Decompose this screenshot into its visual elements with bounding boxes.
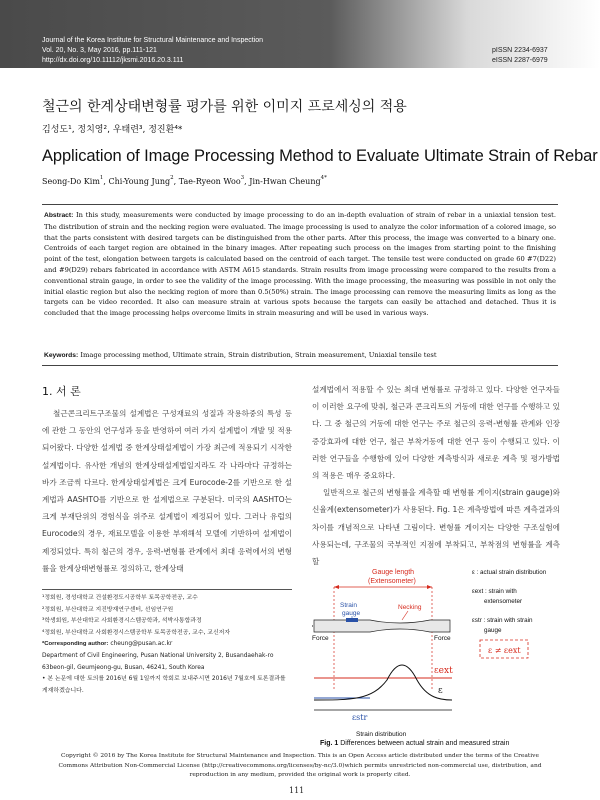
arrow-head-left <box>334 585 339 589</box>
necking-label: Necking <box>398 604 422 611</box>
necking-pointer <box>402 611 408 620</box>
discussion-note: • 본 논문에 대한 토의를 2016년 6월 1일까지 학회로 보내주시면 2016년 7월호에 토론결과를 게재하겠습니다. <box>42 676 286 694</box>
footnote-divider <box>42 589 292 590</box>
author-1: Seong-Do Kim <box>42 177 100 186</box>
e-str-label: εstr <box>352 713 368 722</box>
arrow-head-right <box>427 585 432 589</box>
actual-strain-curve <box>314 665 452 700</box>
force-left-label: Force <box>312 635 329 642</box>
force-right-label: Force <box>434 635 451 642</box>
english-title: Application of Image Processing Method to Evaluate Ultimate Strain of Rebar <box>42 147 598 165</box>
body-column-right <box>312 381 560 570</box>
strain-gauge-label-2: gauge <box>342 610 361 617</box>
author-4: Jin-Hwan Cheung <box>249 177 321 186</box>
page-number: 111 <box>289 786 305 795</box>
strain-gauge-label-1: Strain <box>340 602 357 609</box>
paragraph: 설계법에서 적용할 수 있는 최대 변형률로 규정하고 있다. 다양한 연구자들이 이러한 요구에 맞춰, 철근과 콘크리트의 거동에 대한 연구를 수행하고 있다. 그 중 철근의 거동에 대한 연구는 주로 철근의 응력-변형률 관계와 인장증강효과에 대한 연구, 철근 부착거동에 대한 연구 등이 수행되고 있다. 이러한 연구들을 수행함에 있어 다양한 계측방식과 새로운 계측 및 평가방법의 적용은 매우 중요하다. <box>312 385 560 481</box>
legend-ext-b: extensometer <box>484 598 523 605</box>
extensometer-label: (Extensometer) <box>368 578 416 585</box>
author-2: Chi-Young Jung <box>108 177 171 186</box>
affiliation: Department of Civil Engineering, Pusan National University 2, Busandaehak-ro 63beon-gil, Geumjeong-gu, Busan, 46241, South Korea <box>42 652 274 671</box>
footnote-3: ³학생회원, 부산대학교 사회환경시스템공학과, 석박사통합과정 <box>42 618 202 625</box>
figure-number: Fig. 1 <box>320 740 339 747</box>
abstract-text: In this study, measurements were conducted by image processing to do an in-depth evaluation of strain of rebar in a uniaxial tension test. The distribution of strain and the necking region were evaluated. The image processing is used to analyze the color information of a colored image, so that the parts consistent with desired targets can be distinguished from the other parts. After this process, the image was converted to a binary one. Centroids of each target region are obtained in the binary images. After repeating such process on the images from starting point to the finishing point of the test, elongation between targets is calculated based on the centroid of each target. The tensile test were conducted on grade 60 #7(D22) and #9(D29) rebars fabricated in accordance with ASTM A615 standards. Strain results from image processing were compared to the results from a conventional strain gauge, in order to see the validity of the image processing. With the image processing, the measuring was possible in not only the initial elastic region but also the necking region of more than 0.5(50%) strain. The image processing can remove the measuring limits as long as the targets can be video recorded. It also can measure strain at various spots because the targets can easily be attached and detached. Thus it is concluded that the image processing helps overcome limits in strain measuring and will be used in various ways. <box>44 211 556 318</box>
paragraph: 일반적으로 철근의 변형률을 계측할 때 변형률 게이지(strain gauge)와 신율계(extensometer)가 사용된다. Fig. 1은 계측방법에 따른 계측결과의 차이를 개념적으로 나타낸 그림이다. 변형률 게이지는 다양한 구조실험에 사용되는데, 구조물의 국부적인 지점에 부착되고, 부착점의 변형률을 계측할 <box>312 488 560 567</box>
keywords-label: Keywords: <box>44 352 79 359</box>
section-title: 1. 서 론 <box>42 385 81 398</box>
legend-actual: ε : actual strain distribution <box>472 569 547 576</box>
eissn: eISSN 2287-6979 <box>492 57 548 64</box>
keywords-text: Image processing method, Ultimate strain, Strain distribution, Strain measurement, Uniaxial tensile test <box>80 351 437 359</box>
english-authors: Seong-Do Kim$^1$, Chi-Young Jung$^2$, Tae-Ryeon Woo$^3$, Jin-Hwan Cheung$^{4*}$ <box>42 175 327 186</box>
journal-name: Journal of the Korea Institute for Structural Maintenance and Inspection <box>42 37 264 44</box>
footnotes <box>42 593 292 697</box>
pissn: pISSN 2234-6937 <box>492 47 548 54</box>
e-ext-label: εext <box>434 666 453 676</box>
figure-caption <box>320 740 509 747</box>
figure-1 <box>312 560 560 768</box>
strain-distribution-label: Strain distribution <box>356 731 407 738</box>
legend-ext-a: εext : strain with <box>472 588 517 595</box>
footnote-2: ²정회원, 부산대학교 지진방재연구센터, 선임연구원 <box>42 606 174 613</box>
journal-info <box>42 36 263 66</box>
footnote-4: ⁴정회원, 부산대학교 사회환경시스템공학부 토목공학전공, 교수, 교신저자 <box>42 629 231 636</box>
legend-str-a: εstr : strain with strain <box>472 617 533 624</box>
corresponding-email[interactable]: cheung@pusan.ac.kr <box>110 641 173 648</box>
corresponding-author: *Corresponding author: cheung@pusan.ac.kr <box>42 641 173 648</box>
abstract-label: Abstract: <box>44 212 74 219</box>
legend-str-b: gauge <box>484 627 502 634</box>
footnote-1: ¹정회원, 경성대학교 건설환경도시공학부 토목공학전공, 교수 <box>42 595 198 601</box>
keywords <box>44 350 556 361</box>
journal-volume: Vol. 20, No. 3, May 2016, pp.111-121 <box>42 47 157 54</box>
korean-authors: 김성도¹, 정치영², 우태련³, 정진환⁴* <box>42 125 183 135</box>
gauge-length-label: Gauge length <box>372 569 415 576</box>
abstract <box>44 210 556 319</box>
paragraph: 철근콘크리트구조물의 설계법은 구성재료의 성질과 작용하중의 특성 등에 관한 그 동안의 연구성과 등을 반영하여 여러 가지 설계법이 개발 및 적용되어왔다. 다양한 설계법 중 한계상태설계법이 가장 최근에 적용되기 시작한 설계법이다. 유사한 개념의 한계상태설계법일지라도 각 나라마다 규정하는 바가 조금씩 다르다. 한계상태설계법은 크게 Eurocode-2를 기반으로 한 설계법과 AASHTO를 기반으로 한 설계법으로 구분된다. 미국의 AASHTO는 크게 부재단위의 경험식을 위주로 설계법이 제정되어 있다. 그러나 유럽의 Eurocode의 경우, 재료모델을 이용한 부재해석 모델에 기반하여 설계법이 제정되었다. 특히 철근의 경우, 응력-변형률 관계에서 최대 응력에서의 변형률을 한계상태변형률로 정의하고, 한계상태 <box>42 409 292 573</box>
rebar-specimen <box>314 620 450 632</box>
korean-title: 철근의 한계상태변형률 평가를 위한 이미지 프로세싱의 적용 <box>42 99 407 115</box>
inequality-text: ε ≠ εext <box>488 646 521 655</box>
copyright-notice: Copyright © 2016 by The Korea Institute for Structural Maintenance and Inspection. This is an Open Access article distributed under the terms of the Creative Commons Attribution Non-Commercial License (http://creativecommons.org/licenses/by-nc/3.0)which permits unrestricted non-commercial use, distribution, and reproduction in any medium, provided the original work is properly cited. <box>58 753 542 779</box>
issn-info <box>492 46 548 66</box>
strain-gauge-patch <box>346 618 358 622</box>
body-column-left <box>42 405 292 577</box>
figure-caption-text: Differences between actual strain and measured strain <box>340 740 510 747</box>
journal-doi[interactable]: http://dx.doi.org/10.11112/jksmi.2016.20.3.111 <box>42 57 184 64</box>
author-3: Tae-Ryeon Woo <box>178 177 241 186</box>
e-label: ε <box>438 686 443 696</box>
